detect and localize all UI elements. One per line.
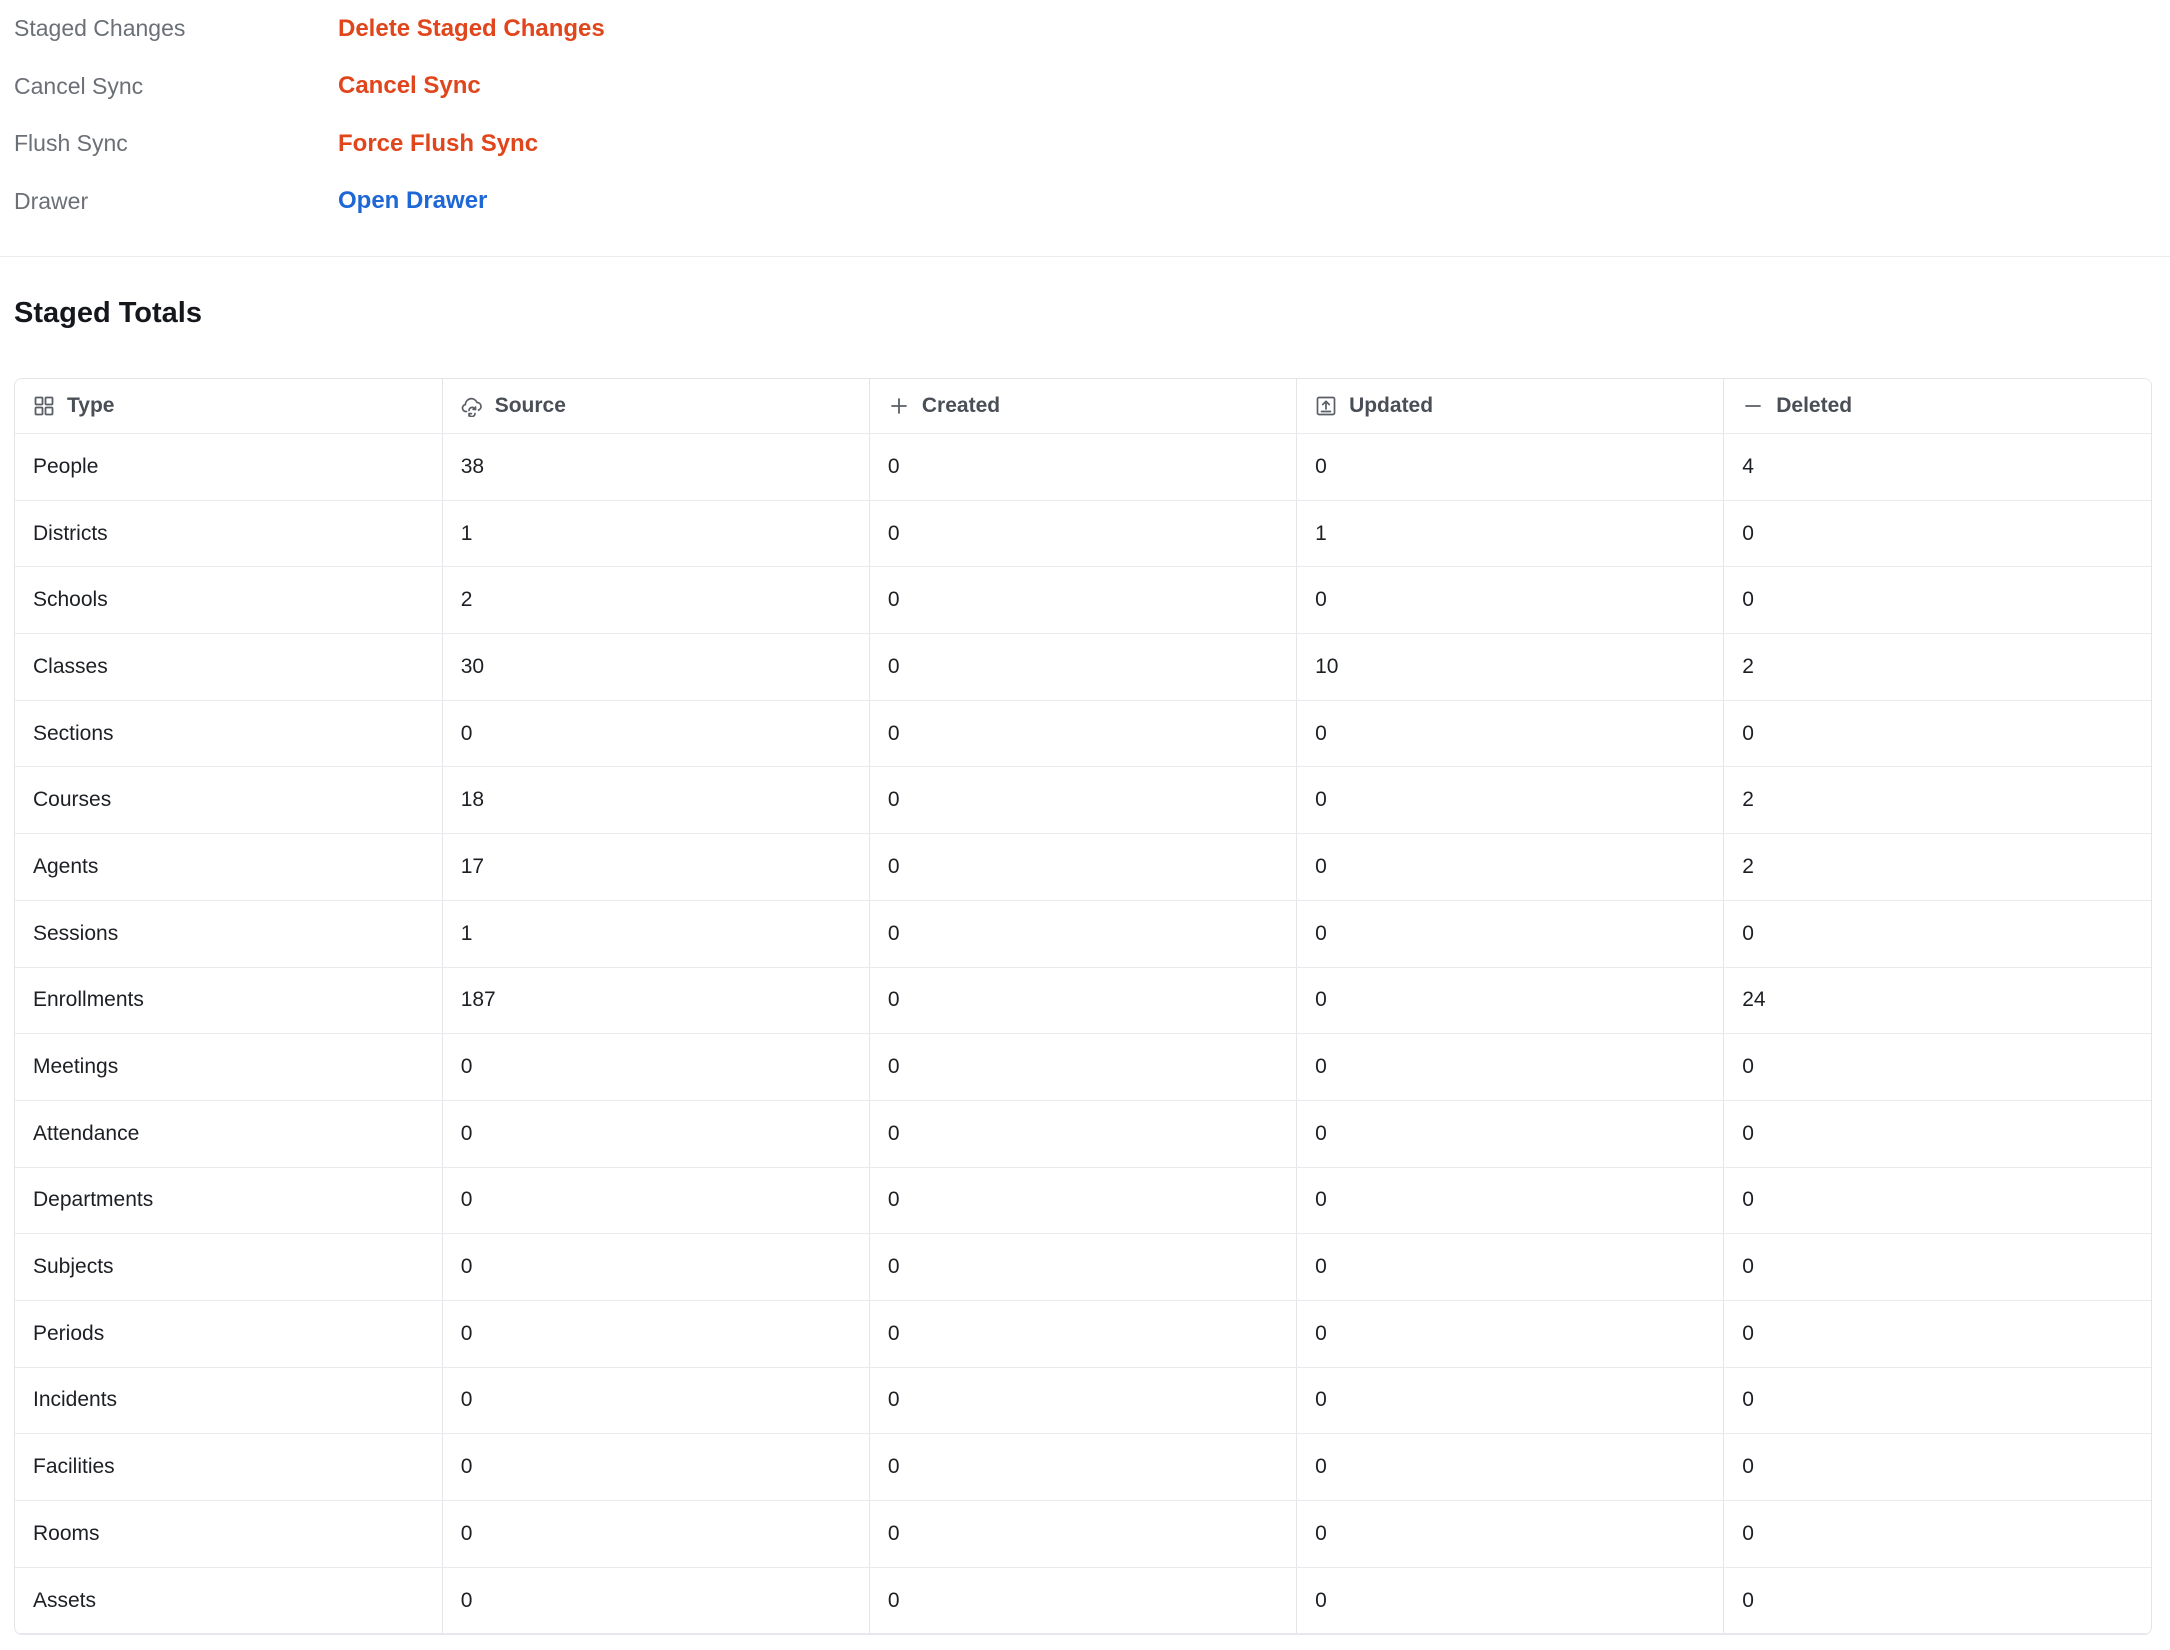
cell-source: 0 (442, 1567, 869, 1634)
cell-source: 1 (442, 900, 869, 967)
cell-source: 17 (442, 834, 869, 901)
cell-type: Agents (15, 834, 442, 901)
cell-updated: 0 (1297, 1434, 1724, 1501)
cell-source: 0 (442, 1300, 869, 1367)
cell-created: 0 (869, 567, 1296, 634)
cell-updated: 0 (1297, 1034, 1724, 1101)
column-header-type[interactable] (15, 379, 442, 434)
cell-source: 187 (442, 967, 869, 1034)
sync-actions (0, 0, 2170, 230)
table-row (15, 1167, 2151, 1234)
column-header-created[interactable] (869, 379, 1296, 434)
cell-type: Periods (15, 1300, 442, 1367)
cell-updated: 0 (1297, 1167, 1724, 1234)
cancel-sync-link[interactable]: Cancel Sync (338, 72, 481, 100)
cell-deleted: 0 (1724, 1100, 2151, 1167)
table-row (15, 1034, 2151, 1101)
cell-created: 0 (869, 1100, 1296, 1167)
cell-updated: 10 (1297, 634, 1724, 701)
table-header-row (15, 379, 2151, 434)
cell-created: 0 (869, 1434, 1296, 1501)
table-row (15, 700, 2151, 767)
cell-updated: 0 (1297, 1567, 1724, 1634)
cell-type: Classes (15, 634, 442, 701)
cell-type: Districts (15, 500, 442, 567)
cell-type: Assets (15, 1567, 442, 1634)
table-row (15, 1367, 2151, 1434)
cell-created: 0 (869, 1234, 1296, 1301)
cell-deleted: 0 (1724, 900, 2151, 967)
column-header-source[interactable] (442, 379, 869, 434)
cell-type: Rooms (15, 1501, 442, 1568)
cell-source: 0 (442, 1167, 869, 1234)
cell-source: 0 (442, 1100, 869, 1167)
plus-icon (888, 395, 910, 417)
cell-created: 0 (869, 700, 1296, 767)
cell-type: Sections (15, 700, 442, 767)
cell-updated: 0 (1297, 1300, 1724, 1367)
action-row-flush-sync (14, 115, 2156, 173)
cell-deleted: 2 (1724, 834, 2151, 901)
cell-updated: 0 (1297, 434, 1724, 501)
cloud-sync-icon (461, 395, 483, 417)
cell-source: 0 (442, 1234, 869, 1301)
action-row-staged-changes (14, 0, 2156, 58)
action-label: Flush Sync (14, 130, 128, 157)
column-header-label: Updated (1349, 394, 1434, 417)
cell-updated: 0 (1297, 1501, 1724, 1568)
table-row (15, 634, 2151, 701)
cell-deleted: 0 (1724, 1501, 2151, 1568)
cell-source: 38 (442, 434, 869, 501)
cell-type: Departments (15, 1167, 442, 1234)
upload-box-icon (1315, 395, 1337, 417)
cell-updated: 0 (1297, 1100, 1724, 1167)
cell-type: Incidents (15, 1367, 442, 1434)
table-row (15, 500, 2151, 567)
cell-type: Meetings (15, 1034, 442, 1101)
table-row (15, 1567, 2151, 1634)
cell-source: 0 (442, 1034, 869, 1101)
table-row (15, 434, 2151, 501)
cell-type: Enrollments (15, 967, 442, 1034)
cell-updated: 0 (1297, 767, 1724, 834)
cell-updated: 0 (1297, 700, 1724, 767)
cell-created: 0 (869, 834, 1296, 901)
cell-deleted: 24 (1724, 967, 2151, 1034)
table-row (15, 1234, 2151, 1301)
cell-deleted: 0 (1724, 567, 2151, 634)
open-drawer-link[interactable]: Open Drawer (338, 187, 488, 215)
cell-updated: 0 (1297, 567, 1724, 634)
table-body (15, 434, 2151, 1634)
column-header-deleted[interactable] (1724, 379, 2151, 434)
column-header-label: Source (494, 394, 566, 417)
cell-deleted: 0 (1724, 500, 2151, 567)
cell-created: 0 (869, 1567, 1296, 1634)
cell-type: People (15, 434, 442, 501)
minus-icon (1742, 395, 1764, 417)
cell-deleted: 0 (1724, 1367, 2151, 1434)
cell-created: 0 (869, 434, 1296, 501)
action-label: Drawer (14, 187, 89, 214)
table-row (15, 567, 2151, 634)
cell-updated: 0 (1297, 1234, 1724, 1301)
cell-source: 1 (442, 500, 869, 567)
grid-icon (33, 395, 55, 417)
cell-type: Attendance (15, 1100, 442, 1167)
action-row-cancel-sync (14, 58, 2156, 116)
column-header-updated[interactable] (1297, 379, 1724, 434)
cell-deleted: 0 (1724, 700, 2151, 767)
cell-created: 0 (869, 1167, 1296, 1234)
table-row (15, 967, 2151, 1034)
cell-type: Schools (15, 567, 442, 634)
action-label: Cancel Sync (14, 72, 144, 99)
cell-updated: 0 (1297, 834, 1724, 901)
cell-updated: 0 (1297, 1367, 1724, 1434)
cell-created: 0 (869, 500, 1296, 567)
cell-source: 0 (442, 1434, 869, 1501)
cell-deleted: 0 (1724, 1034, 2151, 1101)
cell-created: 0 (869, 967, 1296, 1034)
cell-type: Subjects (15, 1234, 442, 1301)
section-divider (0, 256, 2170, 257)
cell-source: 18 (442, 767, 869, 834)
cell-updated: 1 (1297, 500, 1724, 567)
cell-deleted: 0 (1724, 1300, 2151, 1367)
cell-created: 0 (869, 634, 1296, 701)
table-row (15, 1434, 2151, 1501)
delete-staged-changes-link[interactable]: Delete Staged Changes (338, 14, 605, 42)
cell-updated: 0 (1297, 900, 1724, 967)
table-row (15, 834, 2151, 901)
cell-created: 0 (869, 1034, 1296, 1101)
action-label: Staged Changes (14, 15, 186, 42)
staged-totals-table (14, 378, 2152, 1635)
cell-created: 0 (869, 1367, 1296, 1434)
cell-source: 0 (442, 700, 869, 767)
column-header-label: Type (67, 394, 115, 417)
cell-deleted: 0 (1724, 1167, 2151, 1234)
table-row (15, 900, 2151, 967)
table-row (15, 767, 2151, 834)
cell-source: 30 (442, 634, 869, 701)
cell-deleted: 2 (1724, 767, 2151, 834)
cell-source: 0 (442, 1367, 869, 1434)
table-row (15, 1300, 2151, 1367)
force-flush-sync-link[interactable]: Force Flush Sync (338, 129, 539, 157)
column-header-label: Deleted (1776, 394, 1853, 417)
cell-type: Sessions (15, 900, 442, 967)
cell-created: 0 (869, 900, 1296, 967)
cell-deleted: 2 (1724, 634, 2151, 701)
cell-deleted: 4 (1724, 434, 2151, 501)
cell-deleted: 0 (1724, 1567, 2151, 1634)
cell-type: Facilities (15, 1434, 442, 1501)
cell-deleted: 0 (1724, 1434, 2151, 1501)
cell-created: 0 (869, 1501, 1296, 1568)
cell-source: 0 (442, 1501, 869, 1568)
column-header-label: Created (921, 394, 1001, 417)
section-title: Staged Totals (14, 297, 202, 329)
cell-updated: 0 (1297, 967, 1724, 1034)
cell-created: 0 (869, 767, 1296, 834)
cell-type: Courses (15, 767, 442, 834)
table-row (15, 1501, 2151, 1568)
cell-source: 2 (442, 567, 869, 634)
cell-deleted: 0 (1724, 1234, 2151, 1301)
action-row-drawer (14, 173, 2156, 231)
table-row (15, 1100, 2151, 1167)
cell-created: 0 (869, 1300, 1296, 1367)
